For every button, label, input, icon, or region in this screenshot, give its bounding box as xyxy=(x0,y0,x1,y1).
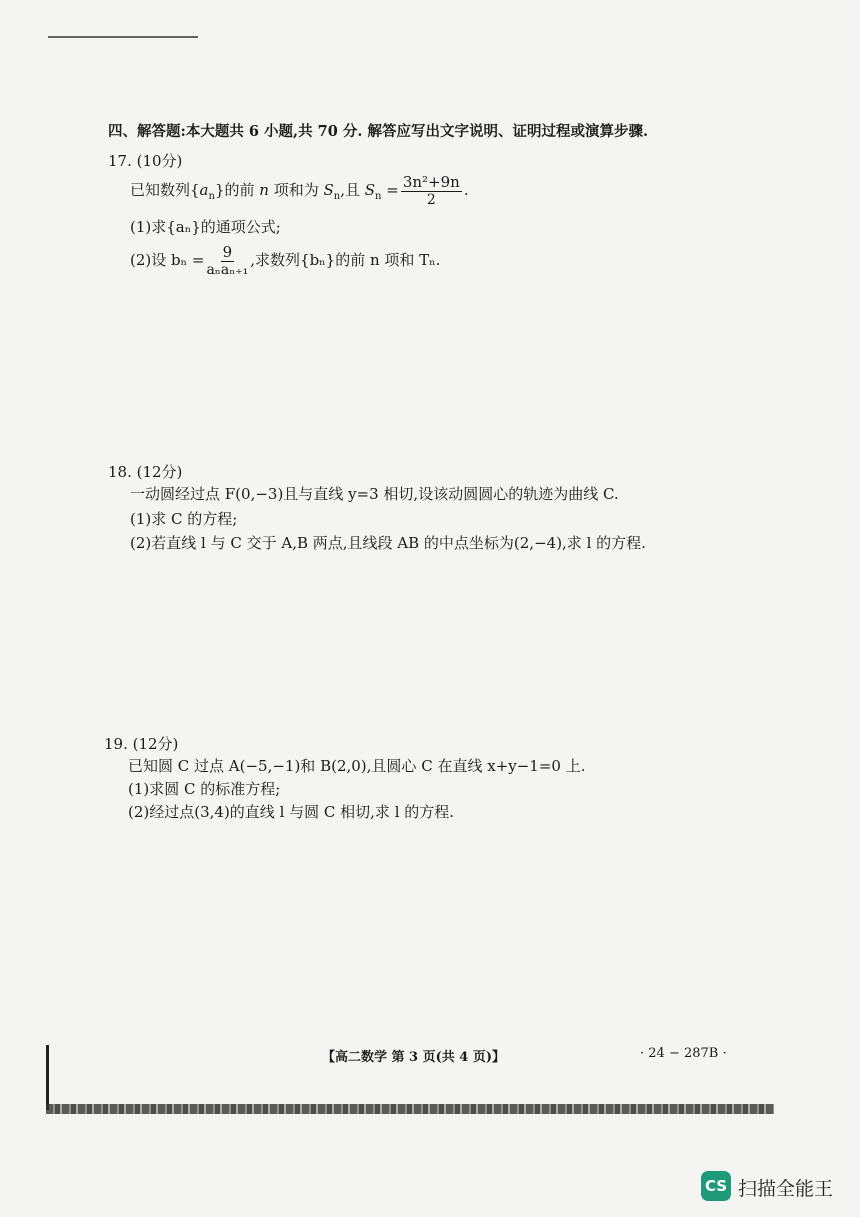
q17-header: 17. (10分) xyxy=(108,152,183,170)
q17-stem-text4: ,且 xyxy=(340,181,365,199)
camscanner-logo-icon: CS xyxy=(701,1171,731,1201)
q17-part2-den: aₙaₙ₊₁ xyxy=(206,261,249,278)
page-footer-label: 【高二数学 第 3 页(共 4 页)】 xyxy=(322,1050,506,1065)
scan-artifact-top xyxy=(48,36,198,38)
q17-stem-sub2: n xyxy=(333,191,341,202)
q18-stem: 一动圆经过点 F(0,−3)且与直线 y=3 相切,设该动圆圆心的轨迹为曲线 C. xyxy=(130,485,619,503)
q18-part1: (1)求 C 的方程; xyxy=(130,510,238,528)
q17-part2-post: ,求数列{bₙ}的前 n 项和 Tₙ. xyxy=(250,251,441,269)
section-heading: 四、解答题:本大题共 6 小题,共 70 分. 解答应写出文字说明、证明过程或演算步骤. xyxy=(108,123,649,140)
q19-header: 19. (12分) xyxy=(104,735,179,753)
q17-part2 xyxy=(130,242,440,279)
q17-stem-S2: S xyxy=(364,181,376,199)
q17-part2-num: 9 xyxy=(222,242,233,261)
q17-stem-sub: n xyxy=(208,191,215,202)
q19-stem: 已知圆 C 过点 A(−5,−1)和 B(2,0),且圆心 C 在直线 x+y−1=0 上. xyxy=(128,757,586,775)
q17-stem-text2: }的前 xyxy=(214,181,260,199)
q19-part2: (2)经过点(3,4)的直线 l 与圆 C 相切,求 l 的方程. xyxy=(128,803,455,821)
q17-frac-den: 2 xyxy=(426,191,436,208)
q17-stem-text: 已知数列{ xyxy=(130,181,200,199)
q17-frac-num: 3n²+9n xyxy=(402,172,460,191)
scan-artifact-left xyxy=(46,1045,49,1110)
q17-part2-fraction xyxy=(206,244,248,279)
camscanner-watermark-text: 扫描全能王 xyxy=(738,1178,834,1200)
q17-part1: (1)求{aₙ}的通项公式; xyxy=(130,218,281,236)
q17-part2-pre: (2)设 bₙ = xyxy=(130,251,205,269)
q17-stem-a: a xyxy=(199,181,209,199)
scan-artifact-bottom xyxy=(46,1104,774,1114)
q19-part1: (1)求圆 C 的标准方程; xyxy=(128,780,281,798)
page-footer-code: · 24 − 287B · xyxy=(640,1046,727,1061)
q17-stem-text3: 项和为 xyxy=(268,181,324,199)
q17-stem-S: S xyxy=(323,181,334,199)
q18-part2: (2)若直线 l 与 C 交于 A,B 两点,且线段 AB 的中点坐标为(2,−4),求 l 的方程. xyxy=(130,534,646,552)
q17-fraction xyxy=(401,174,462,209)
q17-stem-end: . xyxy=(463,181,469,199)
q17-stem: 已知数列$\{a_n\}$的前 n 项和为 $S_n$,且 $S_n$ = $\frac{\text{3n²+9n}}{2}$ . xyxy=(130,172,469,208)
q17-stem-n: n xyxy=(259,181,269,199)
q18-header: 18. (12分) xyxy=(108,463,183,481)
q17-stem-sub3: n xyxy=(375,191,382,202)
